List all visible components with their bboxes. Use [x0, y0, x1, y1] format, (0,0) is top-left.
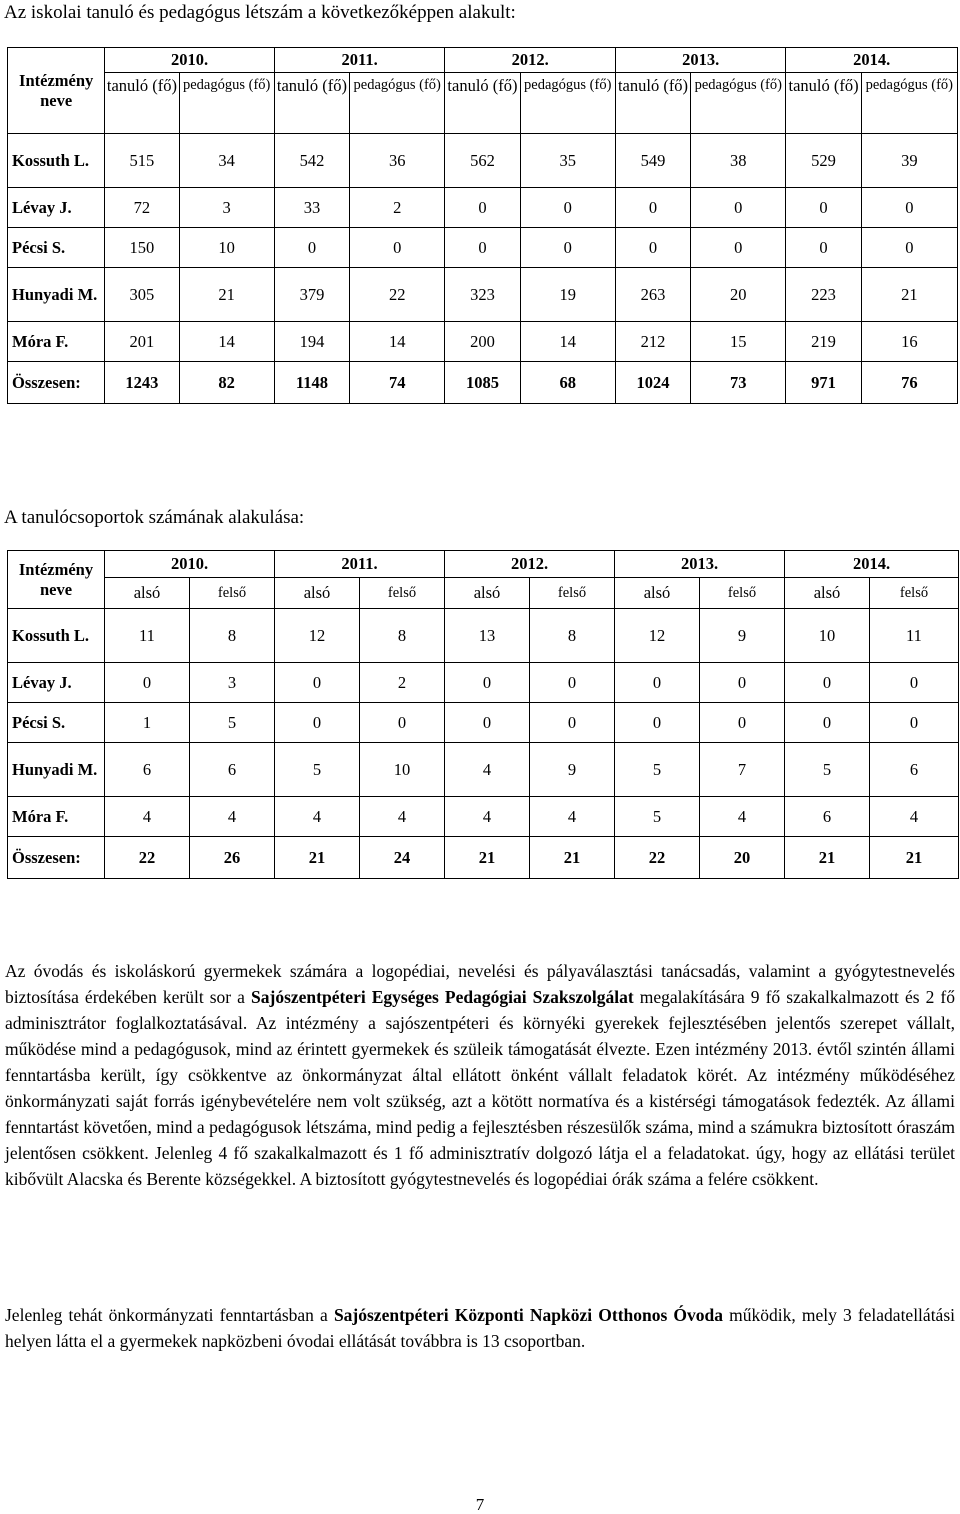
table-cell: 0: [700, 663, 785, 703]
table-cell: 5: [275, 743, 360, 797]
table-cell: 0: [861, 228, 957, 268]
sub-header: tanuló (fő): [786, 73, 861, 134]
table-cell: 5: [615, 743, 700, 797]
table-cell: 9: [700, 609, 785, 663]
table-cell: 9: [530, 743, 615, 797]
table-cell: 2: [360, 663, 445, 703]
institution-name: Móra F.: [8, 797, 105, 837]
paragraph-text: működik, mely 3 feladatellátási helyen látta el a gyermekek napközbeni óvodai ellátását továbbra is 13 csoportban.: [5, 1305, 955, 1351]
table-cell: 20: [691, 268, 786, 322]
table-cell: 6: [870, 743, 959, 797]
page-number: 7: [475, 1495, 485, 1514]
table-cell: 36: [350, 134, 445, 188]
table-cell: 150: [105, 228, 179, 268]
table-cell: 0: [520, 188, 615, 228]
service-name: Sajószentpéteri Egységes Pedagógiai Szakszolgálat: [251, 987, 634, 1007]
table-cell: 0: [445, 228, 520, 268]
institution-name: Hunyadi M.: [8, 743, 105, 797]
table-cell: 11: [870, 609, 959, 663]
table-cell: 72: [105, 188, 179, 228]
table-cell: 21: [530, 837, 615, 879]
table-cell: 14: [179, 322, 274, 362]
table-cell: 22: [105, 837, 190, 879]
table-cell: 0: [530, 703, 615, 743]
table-cell: 2: [350, 188, 445, 228]
table-cell: 971: [786, 362, 861, 404]
table-cell: 0: [870, 663, 959, 703]
table-cell: 0: [530, 663, 615, 703]
sub-header: tanuló (fő): [615, 73, 690, 134]
table-cell: 38: [691, 134, 786, 188]
table-cell: 4: [275, 797, 360, 837]
table-cell: 10: [360, 743, 445, 797]
institution-name: Kossuth L.: [8, 609, 105, 663]
table-cell: 19: [520, 268, 615, 322]
table-cell: 0: [445, 703, 530, 743]
sub-header: alsó: [615, 578, 700, 609]
institution-name: Összesen:: [8, 837, 105, 879]
year-header: 2011.: [275, 551, 445, 578]
sub-header: alsó: [275, 578, 360, 609]
table-cell: 14: [350, 322, 445, 362]
table-row: [8, 797, 959, 837]
sub-header: pedagógus (fő): [179, 73, 274, 134]
table-cell: 16: [861, 322, 957, 362]
institution-header: Intézmény neve: [8, 551, 105, 609]
total-row: [8, 837, 959, 879]
table-cell: 4: [445, 797, 530, 837]
table-cell: 0: [350, 228, 445, 268]
institution-name: Pécsi S.: [8, 703, 105, 743]
table-cell: 379: [274, 268, 349, 322]
table-row: [8, 188, 958, 228]
table-cell: 0: [786, 188, 861, 228]
table-row: [8, 743, 959, 797]
table-cell: 24: [360, 837, 445, 879]
institution-name: Pécsi S.: [8, 228, 105, 268]
table-cell: 549: [615, 134, 690, 188]
header-row-years: [8, 551, 959, 578]
table-cell: 3: [179, 188, 274, 228]
sub-header: pedagógus (fő): [520, 73, 615, 134]
table-cell: 0: [691, 188, 786, 228]
sub-header: felső: [190, 578, 275, 609]
paragraph-text: megalakítására 9 fő szakalkalmazott és 2 fő adminisztrátor foglalkoztatásával. Az intézmény a sajószentpéteri és környéki gyerekek fejlesztésében jelentős szerepet vállalt, működése mind a pedagógusok, mind az érintett gyermekek és szüleik támogatását élvezte. Ezen intézmény 2013. évtől szintén állami fenntartásba került, így csökkentve az önkormányzat által ellátott önként vállalt feladatok körét. Az intézmény működéséhez önkormányzati saját forrás igénybevételére nem volt szükség, azt a kötött normatíva és a kistérségi támogatások fedezték. Az állami fenntartást követően, mind a pedagógusok létszáma, mind pedig a fejlesztésben részesülők száma, mind a számukra biztosított óraszám jelentősen csökkent. Jelenleg 4 fő szakalkalmazott és 1 fő adminisztratív dolgozó látja el a feladatokat. úgy, hogy az ellátási terület kibővült Alacska és Berente községekkel. A biztosított gyógytestnevelés és logopédiai órák száma a felére csökkent.: [5, 987, 955, 1189]
table-cell: 21: [275, 837, 360, 879]
table-cell: 0: [785, 703, 870, 743]
institution-name: Móra F.: [8, 322, 105, 362]
sub-header: alsó: [785, 578, 870, 609]
sub-header: pedagógus (fő): [350, 73, 445, 134]
year-header: 2013.: [615, 551, 785, 578]
year-header: 2010.: [105, 551, 275, 578]
paragraph-text: Jelenleg tehát önkormányzati fenntartásban a: [5, 1305, 334, 1325]
table-cell: 7: [700, 743, 785, 797]
table-cell: 4: [530, 797, 615, 837]
table-cell: 6: [190, 743, 275, 797]
table-cell: 74: [350, 362, 445, 404]
table-cell: 21: [445, 837, 530, 879]
table-cell: 323: [445, 268, 520, 322]
table-cell: 5: [190, 703, 275, 743]
table-cell: 0: [785, 663, 870, 703]
table-cell: 82: [179, 362, 274, 404]
table-cell: 1243: [105, 362, 179, 404]
table-cell: 8: [530, 609, 615, 663]
table-cell: 14: [520, 322, 615, 362]
table-cell: 21: [179, 268, 274, 322]
paragraph-text: Az óvodás és iskoláskorú gyermekek számára a logopédiai, nevelési és pályaválasztási tanácsadás, valamint a gyógytestnevelés biztosítása érdekében került sor a: [5, 961, 955, 1007]
table-cell: 68: [520, 362, 615, 404]
table-cell: 542: [274, 134, 349, 188]
table-cell: 0: [275, 663, 360, 703]
paragraph-pedagogical-service: [5, 958, 955, 1192]
table-cell: 15: [691, 322, 786, 362]
table-cell: 8: [360, 609, 445, 663]
table-cell: 529: [786, 134, 861, 188]
table-cell: 263: [615, 268, 690, 322]
header-row-sub: [8, 578, 959, 609]
table-cell: 12: [275, 609, 360, 663]
table-cell: 4: [105, 797, 190, 837]
table-cell: 194: [274, 322, 349, 362]
table-cell: 12: [615, 609, 700, 663]
table-cell: 5: [785, 743, 870, 797]
institution-name: Hunyadi M.: [8, 268, 105, 322]
table-cell: 0: [615, 663, 700, 703]
sub-header: pedagógus (fő): [691, 73, 786, 134]
table-cell: 22: [350, 268, 445, 322]
year-header: 2014.: [786, 48, 958, 73]
table-cell: 3: [190, 663, 275, 703]
table-cell: 0: [691, 228, 786, 268]
table-cell: 4: [870, 797, 959, 837]
header-row-sub: [8, 73, 958, 134]
sub-header: felső: [700, 578, 785, 609]
sub-header: alsó: [445, 578, 530, 609]
table-cell: 0: [275, 703, 360, 743]
section-heading-staff: Az iskolai tanuló és pedagógus létszám a következőképpen alakult:: [4, 2, 516, 23]
table-cell: 1148: [274, 362, 349, 404]
table-cell: 219: [786, 322, 861, 362]
table-cell: 200: [445, 322, 520, 362]
groups-table: [7, 550, 959, 879]
table-cell: 212: [615, 322, 690, 362]
table-cell: 4: [700, 797, 785, 837]
table-cell: 5: [615, 797, 700, 837]
table-row: [8, 228, 958, 268]
sub-header: tanuló (fő): [105, 73, 179, 134]
sub-header: alsó: [105, 578, 190, 609]
table-cell: 8: [190, 609, 275, 663]
sub-header: felső: [870, 578, 959, 609]
table-cell: 21: [870, 837, 959, 879]
institution-name: Lévay J.: [8, 663, 105, 703]
kindergarten-name: Sajószentpéteri Központi Napközi Otthonos Óvoda: [333, 1305, 724, 1325]
paragraph-kindergarten: [5, 1302, 955, 1354]
table-cell: 0: [105, 663, 190, 703]
table-cell: 21: [861, 268, 957, 322]
table-cell: 0: [274, 228, 349, 268]
year-header: 2011.: [274, 48, 445, 73]
table-cell: 0: [615, 703, 700, 743]
table-cell: 0: [615, 228, 690, 268]
table-cell: 6: [105, 743, 190, 797]
table-row: [8, 322, 958, 362]
table-cell: 73: [691, 362, 786, 404]
table-cell: 305: [105, 268, 179, 322]
table-row: [8, 703, 959, 743]
sub-header: tanuló (fő): [445, 73, 520, 134]
table-cell: 39: [861, 134, 957, 188]
table-cell: 0: [445, 663, 530, 703]
year-header: 2010.: [105, 48, 275, 73]
table-cell: 34: [179, 134, 274, 188]
table-cell: 0: [700, 703, 785, 743]
year-header: 2013.: [615, 48, 786, 73]
table-cell: 35: [520, 134, 615, 188]
table-cell: 10: [785, 609, 870, 663]
table-cell: 0: [870, 703, 959, 743]
table-row: [8, 134, 958, 188]
table-row: [8, 609, 959, 663]
institution-name: Összesen:: [8, 362, 105, 404]
year-header: 2014.: [785, 551, 959, 578]
table-cell: 22: [615, 837, 700, 879]
table-cell: 33: [274, 188, 349, 228]
year-header: 2012.: [445, 48, 616, 73]
table-cell: 21: [785, 837, 870, 879]
table-cell: 0: [360, 703, 445, 743]
table-cell: 26: [190, 837, 275, 879]
table-cell: 223: [786, 268, 861, 322]
table-cell: 13: [445, 609, 530, 663]
year-header: 2012.: [445, 551, 615, 578]
table-cell: 0: [861, 188, 957, 228]
sub-header: tanuló (fő): [274, 73, 349, 134]
sub-header: felső: [360, 578, 445, 609]
table-cell: 0: [445, 188, 520, 228]
table-cell: 76: [861, 362, 957, 404]
header-row-years: [8, 48, 958, 73]
table-cell: 6: [785, 797, 870, 837]
table-cell: 0: [615, 188, 690, 228]
table-cell: 4: [445, 743, 530, 797]
table-cell: 1: [105, 703, 190, 743]
table-cell: 1024: [615, 362, 690, 404]
table-cell: 562: [445, 134, 520, 188]
staff-table: [7, 47, 958, 404]
table-cell: 20: [700, 837, 785, 879]
table-row: [8, 663, 959, 703]
table-cell: 4: [360, 797, 445, 837]
table-cell: 11: [105, 609, 190, 663]
sub-header: felső: [530, 578, 615, 609]
sub-header: pedagógus (fő): [861, 73, 957, 134]
total-row: [8, 362, 958, 404]
table-cell: 10: [179, 228, 274, 268]
table-cell: 1085: [445, 362, 520, 404]
table-cell: 0: [520, 228, 615, 268]
institution-name: Lévay J.: [8, 188, 105, 228]
institution-name: Kossuth L.: [8, 134, 105, 188]
institution-header: Intézmény neve: [8, 48, 105, 134]
table-cell: 0: [786, 228, 861, 268]
section-heading-groups: A tanulócsoportok számának alakulása:: [4, 507, 305, 528]
table-cell: 4: [190, 797, 275, 837]
table-cell: 201: [105, 322, 179, 362]
table-cell: 515: [105, 134, 179, 188]
table-row: [8, 268, 958, 322]
